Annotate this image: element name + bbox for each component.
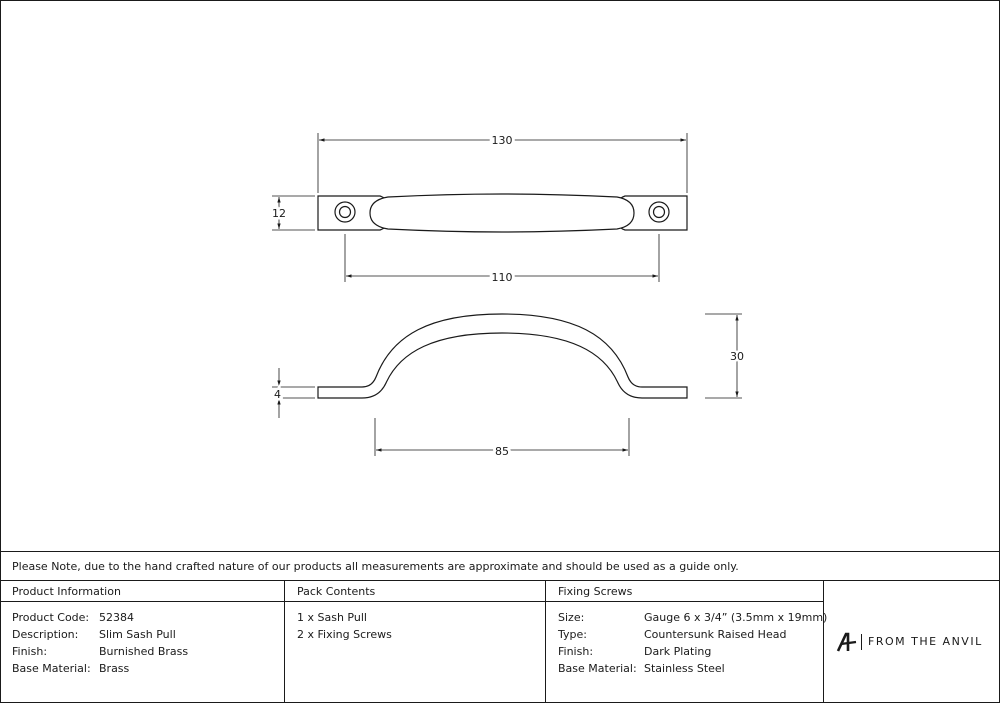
brand-divider [861, 634, 862, 650]
centres-label: 110 [491, 271, 513, 284]
screw-material-label: Base Material: [558, 662, 637, 675]
screw-size-value: Gauge 6 x 3/4” (3.5mm x 19mm) [644, 611, 828, 624]
handle-profile [318, 314, 687, 398]
pack-item: 1 x Sash Pull [297, 611, 367, 624]
screw-type-label: Type: [558, 628, 587, 641]
screw-size-label: Size: [558, 611, 585, 624]
pack-item: 2 x Fixing Screws [297, 628, 392, 641]
brand-logo [836, 632, 996, 652]
description-value: Slim Sash Pull [99, 628, 176, 641]
overall-length-label: 130 [491, 134, 513, 147]
base-material-label: Base Material: [12, 662, 91, 675]
grip-body [370, 194, 634, 232]
inner-span-label: 85 [495, 445, 509, 458]
finish-label: Finish: [12, 645, 48, 658]
fixing-screws-heading: Fixing Screws [558, 585, 633, 598]
side-view [318, 314, 687, 398]
product-info-heading: Product Information [12, 585, 121, 598]
left-screw-hole-inner [340, 207, 351, 218]
disclaimer-note: Please Note, due to the hand crafted nature of our products all measurements are approximate and should be used as a guide only. [12, 560, 739, 573]
pack-contents-heading: Pack Contents [297, 585, 376, 598]
screw-finish-label: Finish: [558, 645, 594, 658]
base-material-value: Brass [99, 662, 130, 675]
screw-type-value: Countersunk Raised Head [644, 628, 787, 641]
right-screw-hole-inner [654, 207, 665, 218]
projection-label: 30 [730, 350, 744, 363]
description-label: Description: [12, 628, 79, 641]
product-code-value: 52384 [99, 611, 134, 624]
finish-value: Burnished Brass [99, 645, 189, 658]
anvil-a-logo-icon [836, 632, 858, 652]
left-screw-hole-outer [335, 202, 355, 222]
thickness-label: 4 [274, 388, 281, 401]
product-code-label: Product Code: [12, 611, 90, 624]
page-border [1, 1, 1000, 703]
screw-material-value: Stainless Steel [644, 662, 725, 675]
top-view [318, 194, 687, 232]
height-label: 12 [272, 207, 286, 220]
screw-finish-value: Dark Plating [644, 645, 712, 658]
brand-name: FROM THE ANVIL [868, 635, 983, 648]
right-screw-hole-outer [649, 202, 669, 222]
